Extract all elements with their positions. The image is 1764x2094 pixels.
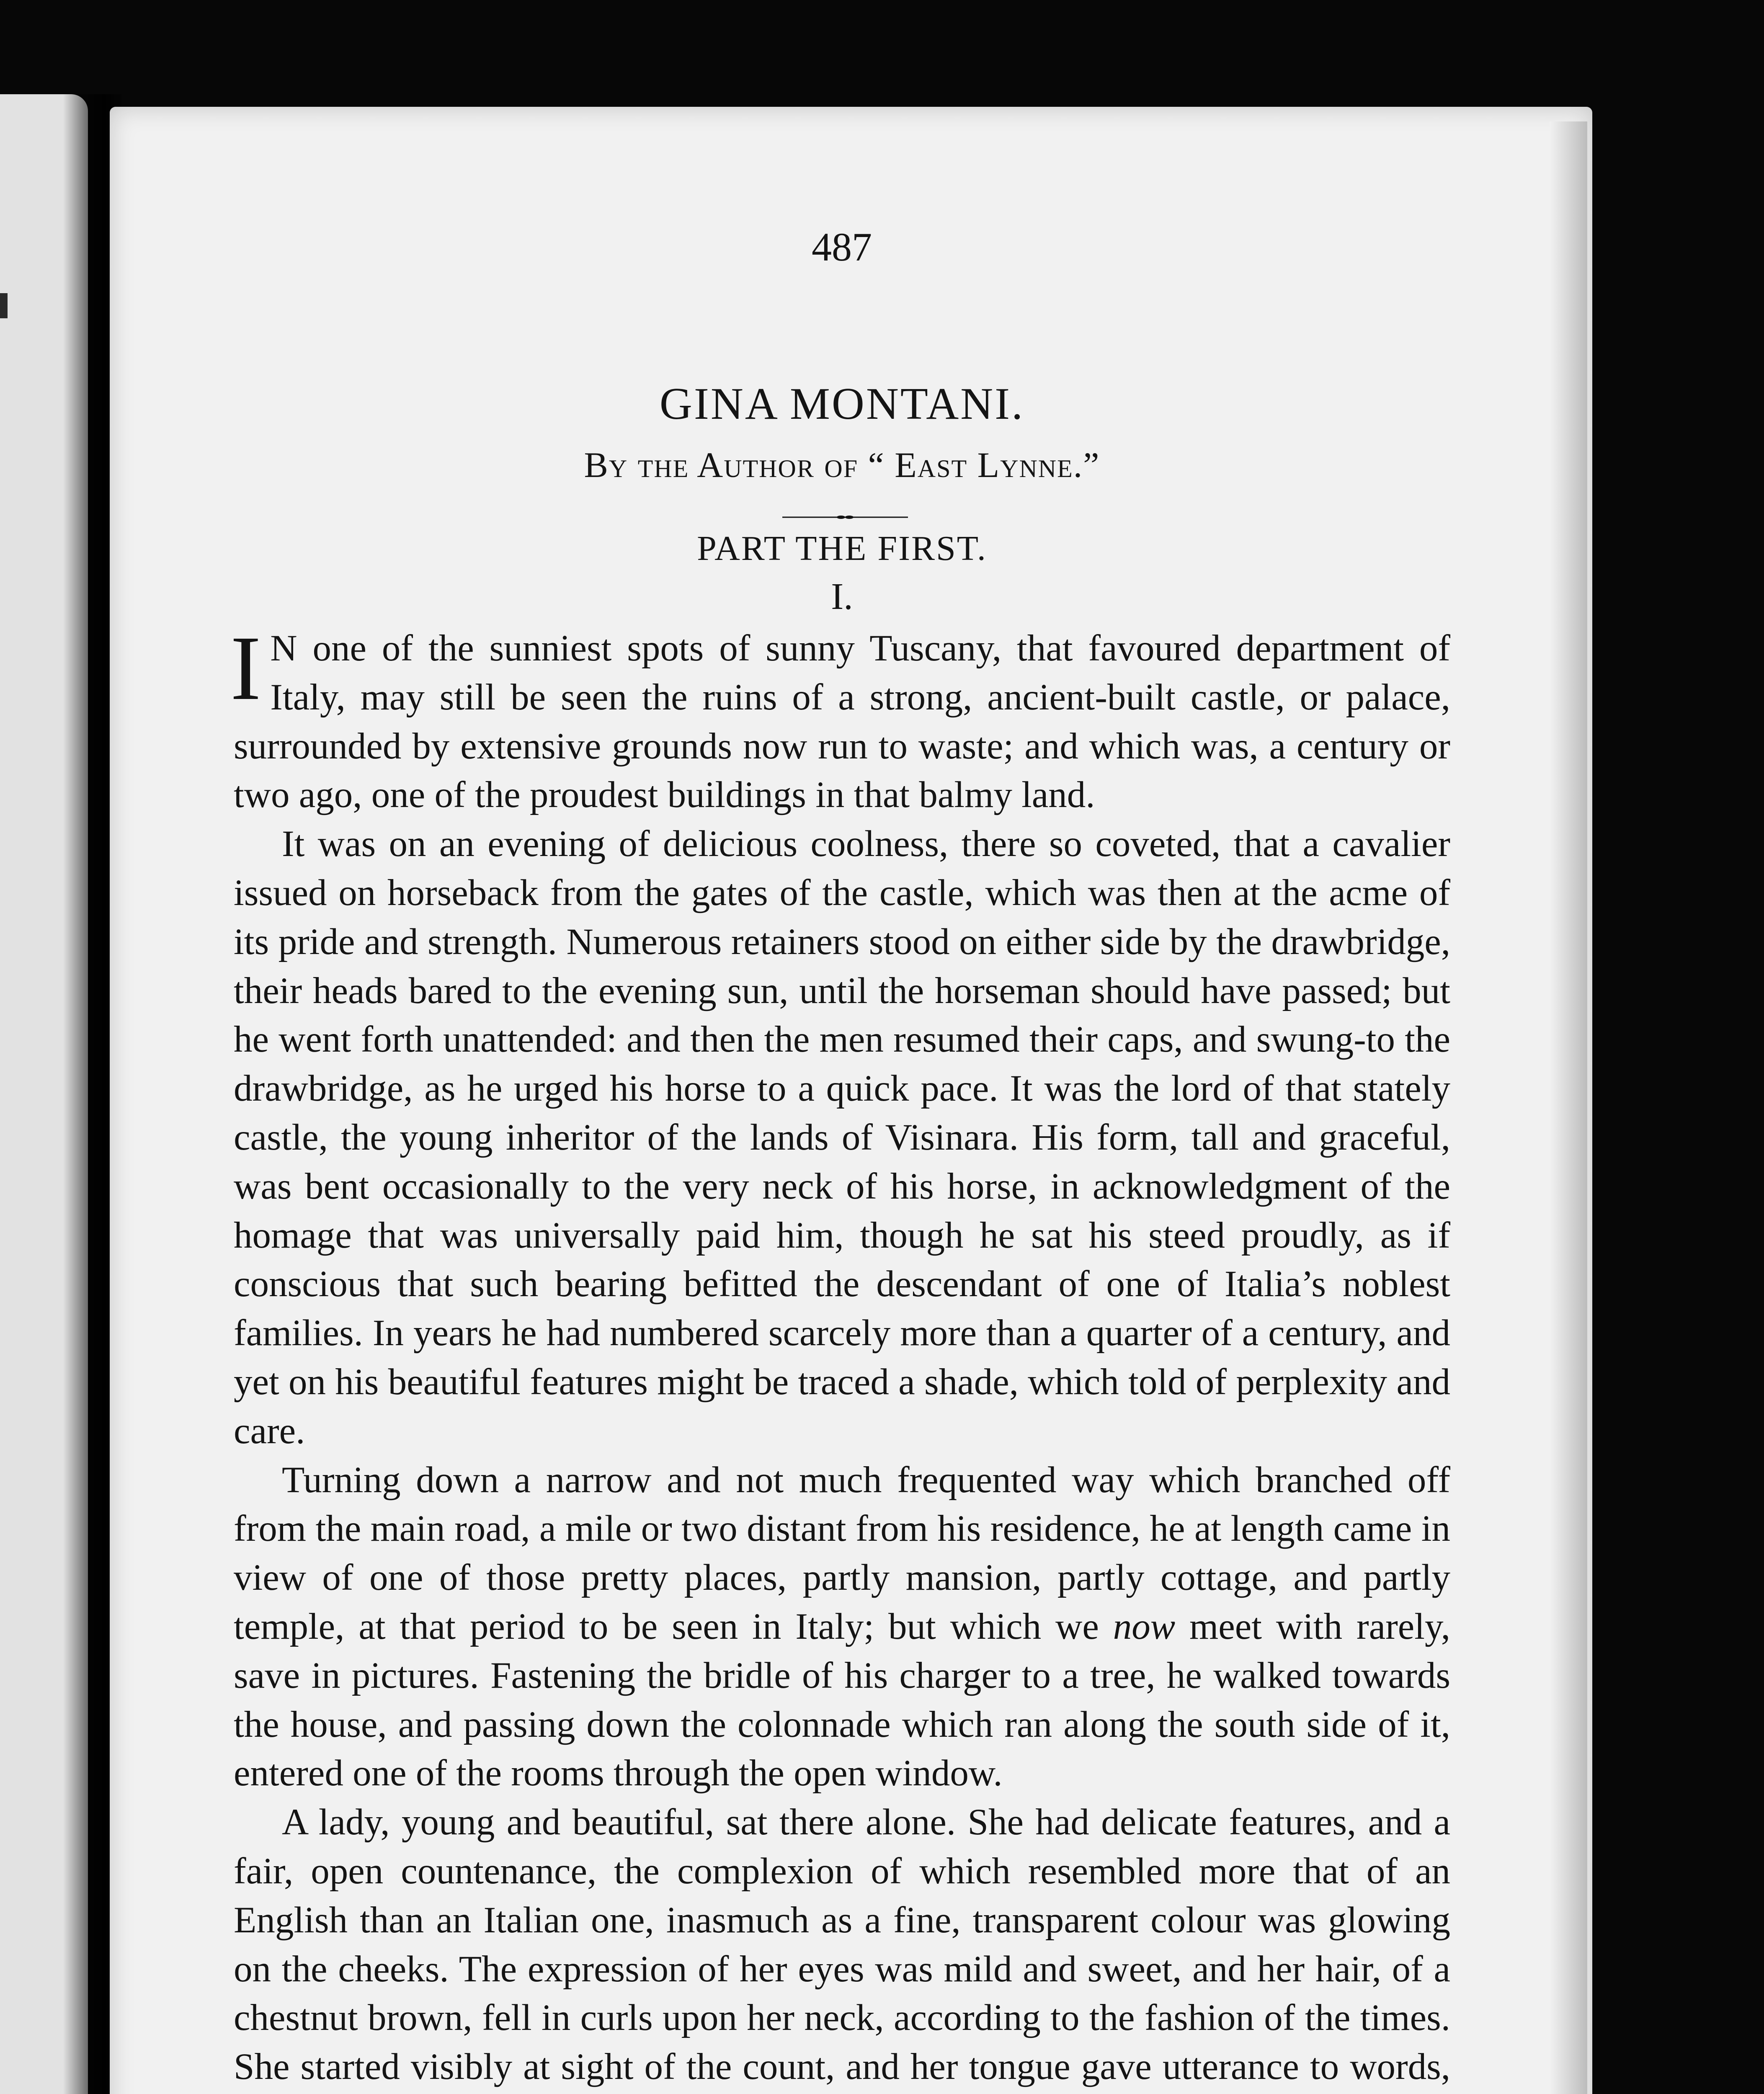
section-numeral: I. (831, 576, 853, 617)
paragraph-text: meet with rarely, save in pictures. Fastening the bridle of his charger to a tree, he walked towards the house, and passing down the colonnade which ran along the south side of it, entered one of the rooms through the open window. (234, 1606, 1450, 1794)
ornamental-rule (782, 515, 908, 519)
facing-page-mark (0, 293, 8, 318)
page-edge-shading (1550, 121, 1587, 2094)
paragraph-3 (234, 1456, 1450, 1798)
part-heading: PART THE FIRST. (697, 529, 987, 568)
paragraph-4: A lady, young and beautiful, sat there alone. She had delicate features, and a fair, open countenance, the complexion of which resembled more that of an English than an Italian one, inasmuch as a fine, transparent colour was glowing on the cheeks. The expression of her eyes was mild and sweet, and her hair, of a chestnut brown, fell in curls upon her neck, according to the fashion of the times. She started visibly at sight of the count, and her tongue gave utterance to words, (234, 1802, 1450, 2088)
paragraph-1 (230, 617, 1450, 820)
paragraph-2: It was on an evening of delicious coolness, there so coveted, that a cavalier issued on horseback from the gates of the castle, which was then at the acme of its pride and strength. Numerous retainers stood on either side by the drawbridge, their heads bared to the evening sun, until the horseman should have passed; but he went forth unattended: and then the men resumed their caps, and swung-to the drawbridge, as he urged his horse to a quick pace. It was the lord of that stately castle, the young inheritor of the lands of Visinara. His form, tall and graceful, was bent occasionally to the very neck of his horse, in acknowledgment of the homage that was universally paid him, though he sat his steed proudly, as if conscious that such bearing befitted the descendant of one of Italia’s noblest families. In years he had numbered scarcely more than a quarter of a century, and yet on his beautiful features might be traced a shade, which told of perplexity and care. (234, 823, 1450, 1452)
story-title: GINA MONTANI. (659, 379, 1025, 429)
paragraph-text: N one of the sunniest spots of sunny Tuscany, that favoured department of Italy, may still be seen the ruins of a strong, ancient-built castle, or palace, surrounded by extensive grounds now run to waste; and which was, a century or two ago, one of the proudest buildings in that balmy land. (234, 628, 1450, 816)
author-byline: By the Author of “ East Lynne.” (584, 445, 1100, 485)
page-number: 487 (812, 224, 872, 269)
story-body (230, 617, 1450, 2094)
paragraph-text: Turning down a narrow and not much frequented way which branched off from the main road, a mile or two distant from his residence, he at length came in view of one of those pretty places, partly mansion, partly cottage, and partly temple, at that period to be seen in Italy; but which we (234, 1459, 1450, 1647)
emphasized-word: now (1113, 1606, 1176, 1647)
drop-cap: I (230, 617, 261, 719)
